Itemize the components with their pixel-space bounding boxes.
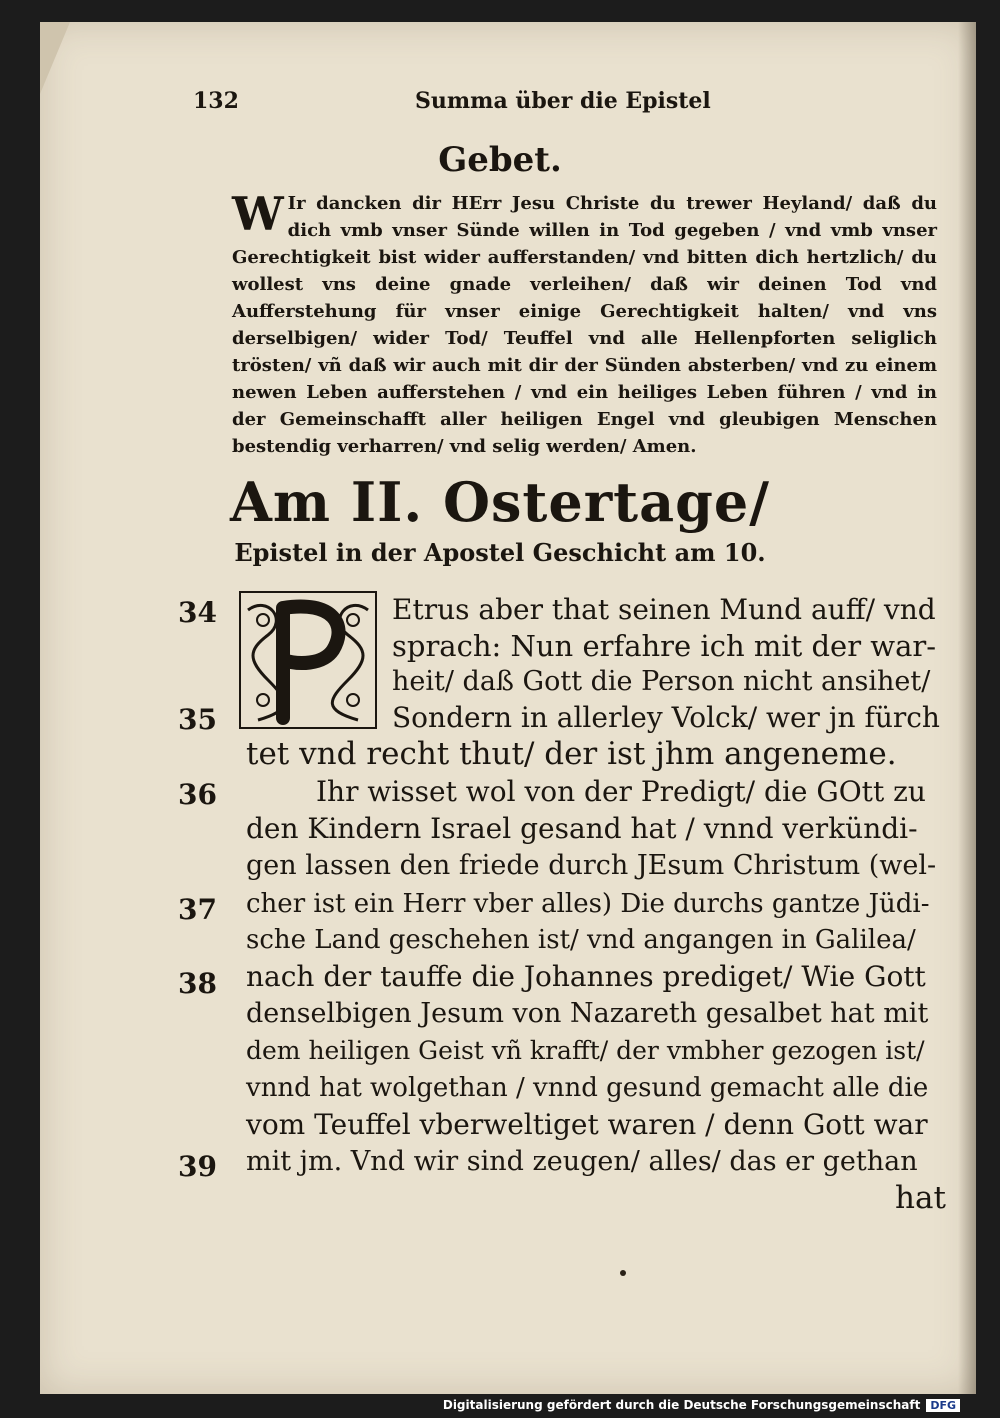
dfg-logo: DFG [926, 1399, 960, 1412]
body-line: dem heiligen Geist vñ krafft/ der vmbher gezogen ist/ [246, 1036, 925, 1065]
body-line: Ihr wisset wol von der Predigt/ die GOtt zu [316, 775, 926, 808]
body-line: vom Teuffel vberweltiget waren / denn Gott war [246, 1108, 928, 1141]
body-line: Etrus aber that seinen Mund auff/ vnd [392, 593, 936, 626]
body-line: nach der tauffe die Johannes prediget/ Wie Gott [246, 960, 926, 993]
body-line: sprach: Nun erfahre ich mit der war- [392, 629, 937, 663]
body-line: heit/ daß Gott die Person nicht ansihet/ [392, 666, 931, 697]
verse-number-34: 34 [178, 596, 217, 629]
running-title: Summa über die Epistel [415, 88, 711, 114]
verse-number-36: 36 [178, 778, 217, 811]
prayer-text: Ir dancken dir HErr Jesu Christe du trewer Heyland/ daß du dich vmb vnser Sünde willen in Tod gegeben / vnd vmb vnser Gerechtigkeit bist wider aufferstanden/ vnd bitten dich hertzlich/ du wollest vns deine gnade verleihen/ daß wir deinen Tod vnd Aufferstehung für vnser einige Gerechtigkeit halten/ vnd vns derselbigen/ wider Tod/ Teuffel vnd alle Hellenpforten seliglich trösten/ vñ daß wir auch mit dir der Sünden absterben/ vnd zu einem newen Leben aufferstehen / vnd ein heiliges Leben führen / vnd in der Gemeinschafft aller heiligen Engel vnd gleubigen Menschen bestendig verharren/ vnd selig werden/ Amen. [232, 193, 937, 457]
signature-mark [620, 1270, 626, 1276]
verse-number-35: 35 [178, 703, 217, 736]
body-line: vnnd hat wolgethan / vnnd gesund gemacht alle die [246, 1073, 929, 1103]
prayer-initial: W [232, 187, 284, 241]
prayer-heading: Gebet. [438, 140, 562, 180]
section-subtitle: Epistel in der Apostel Geschicht am 10. [234, 538, 766, 567]
body-line: gen lassen den friede durch JEsum Christum (wel- [246, 850, 937, 881]
body-line: Sondern in allerley Volck/ wer jn fürch [392, 701, 940, 734]
digitization-footer [443, 1395, 960, 1415]
page-number: 132 [193, 88, 239, 114]
body-line: mit jm. Vnd wir sind zeugen/ alles/ das er gethan [246, 1146, 918, 1177]
prayer-paragraph [232, 187, 937, 460]
section-title: Am II. Ostertage/ [230, 470, 770, 534]
body-line: sche Land geschehen ist/ vnd angangen in Galilea/ [246, 925, 916, 955]
ornament-initial-icon [238, 590, 378, 730]
verse-number-38: 38 [178, 967, 217, 1000]
catchword: hat [895, 1180, 946, 1216]
verse-number-39: 39 [178, 1150, 217, 1183]
body-line: cher ist ein Herr vber alles) Die durchs gantze Jüdi- [246, 889, 930, 919]
verse-number-37: 37 [178, 893, 217, 926]
footer-text: Digitalisierung gefördert durch die Deutsche Forschungsgemeinschaft [442, 1398, 921, 1412]
decorated-initial-p [238, 590, 378, 730]
body-line: tet vnd recht thut/ der ist jhm angeneme. [246, 736, 897, 772]
body-line: den Kindern Israel gesand hat / vnnd verkündi- [246, 812, 918, 845]
body-line: denselbigen Jesum von Nazareth gesalbet hat mit [246, 998, 929, 1029]
